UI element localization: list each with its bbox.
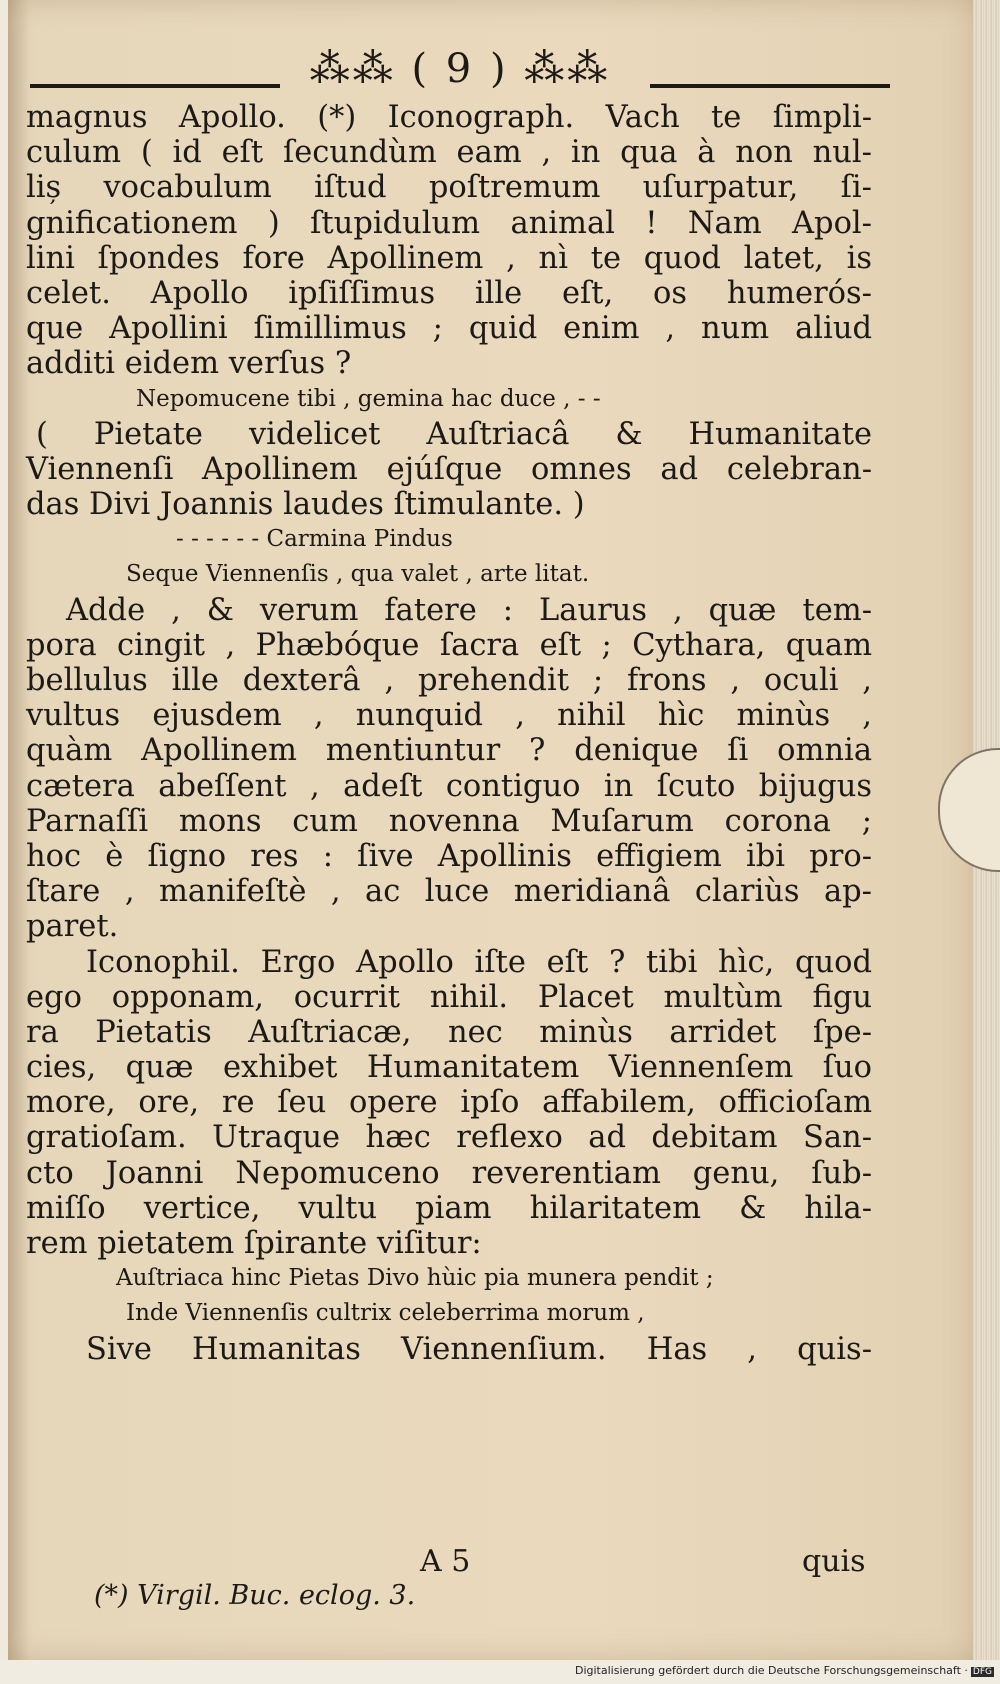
text-line: celet. Apollo ipſiſſimus ille eſt, os humerós-	[26, 275, 872, 311]
digitization-credit	[575, 1664, 994, 1677]
text-line: additi eidem verſus ?	[26, 346, 352, 382]
text-line: ſtare , manifeſtè , ac luce meridianâ clariùs ap-	[26, 874, 872, 910]
text-line: ego opponam, ocurrit nihil. Placet multùm figu	[26, 979, 872, 1015]
text-line: miſſo vertice, vultu piam hilaritatem & hila-	[26, 1190, 872, 1226]
verse-line: Seque Viennenſis , qua valet , arte litat.	[126, 561, 590, 588]
text-line: rem pietatem ſpirante viſitur:	[26, 1226, 482, 1261]
text-line: gnificationem ) ſtupidulum animal ! Nam Apol-	[26, 205, 872, 241]
verse-line: Nepomucene tibi , gemina hac duce , - -	[136, 385, 601, 412]
text-line: ( Pietate videlicet Auſtriacâ & Humanitate	[36, 416, 872, 452]
text-line: Iconophil. Ergo Apollo iſte eſt ? tibi hìc, quod	[86, 944, 872, 980]
text-line: paret.	[26, 909, 119, 945]
text-line: que Apollini ſimillimus ; quid enim , num aliud	[26, 311, 872, 347]
verse-line: Auſtriaca hinc Pietas Divo hùic pia munera pendit ;	[116, 1265, 714, 1292]
text-line: vultus ejusdem , nunquid , nihil hìc minùs ,	[26, 698, 872, 734]
text-line: bellulus ille dexterâ , prehendit ; frons , oculi ,	[26, 663, 872, 698]
catchword: quis	[802, 1544, 866, 1579]
text-line: Parnaſſi mons cum novenna Muſarum corona ;	[26, 803, 872, 839]
credit-text: Digitalisierung gefördert durch die Deutsche Forschungsgemeinschaft ·	[574, 1664, 968, 1677]
text-line: pora cingit , Phæbóque ſacra eſt ; Cythara, quam	[26, 627, 872, 663]
text-line: quàm Apollinem mentiuntur ? denique ſi omnia	[26, 733, 872, 769]
text-line: cætera abeſſent , adeſt contiguo in ſcuto bijugus	[26, 768, 872, 804]
header-ornament-right: ⁂⁂	[524, 46, 611, 92]
text-line: gratioſam. Utraque hæc reflexo ad debitam San-	[26, 1120, 872, 1156]
text-line: Viennenſi Apollinem ejúſque omnes ad celebran-	[26, 451, 872, 487]
header-ornament-left: ⁂⁂	[309, 46, 396, 92]
text-line: cto Joanni Nepomuceno reverentiam genu, ſub-	[26, 1155, 872, 1191]
text-line: Adde , & verum fatere : Laurus , quæ tem-	[66, 592, 872, 628]
text-line: ra Pietatis Auſtriacæ, nec minùs arridet ſpe-	[26, 1014, 872, 1050]
text-line: culum ( id eſt ſecundùm eam , in qua à non nul-	[26, 135, 872, 171]
text-line: hoc è ſigno res : ſive Apollinis effigiem ibi pro-	[26, 838, 872, 874]
body-text	[26, 100, 872, 1367]
text-line: das Divi Joannis laudes ſtimulante. )	[26, 487, 585, 523]
page-number: ( 9 )	[411, 46, 509, 92]
text-line: cies, quæ exhibet Humanitatem Viennenſem ſuo	[26, 1050, 872, 1086]
text-line: lini ſpondes fore Apollinem , nì te quod latet, is	[26, 240, 872, 276]
signature-mark: A 5	[420, 1544, 471, 1579]
dfg-logo: DFG	[972, 1667, 992, 1677]
text-line: Sive Humanitas Viennenſium. Has , quis-	[86, 1331, 872, 1367]
verse-line: Inde Viennenſis cultrix celeberrima morum ,	[126, 1300, 645, 1327]
text-line: magnus Apollo. (*) Iconograph. Vach te ſimpli-	[26, 100, 872, 135]
verse-line: - - - - - - Carmina Pindus	[176, 526, 453, 553]
text-line: more, ore, re ſeu opere ipſo affabilem, officioſam	[26, 1085, 872, 1121]
page-number-line	[30, 46, 890, 92]
footnote: (*) Virgil. Buc. eclog. 3.	[94, 1580, 416, 1611]
text-line: liș vocabulum iſtud poſtremum uſurpatur, ſi-	[26, 170, 872, 206]
page-header	[30, 46, 890, 96]
